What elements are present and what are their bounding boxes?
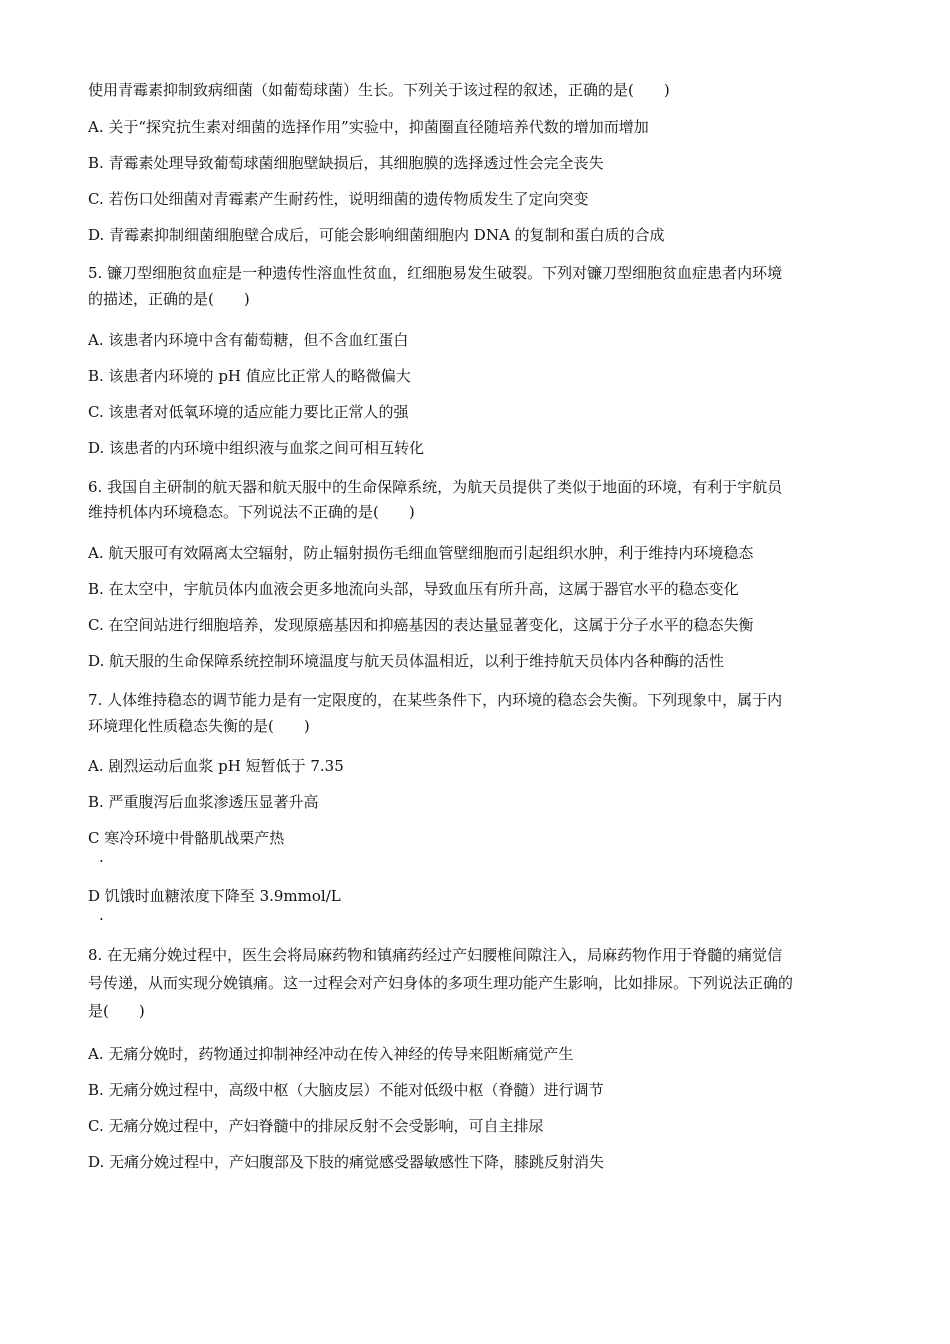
q7-stem-line2: 环境理化性质稳态失衡的是( ) — [88, 717, 310, 735]
q4-option-b: B. 青霉素处理导致葡萄球菌细胞壁缺损后，其细胞膜的选择透过性会完全丧失 — [88, 154, 604, 172]
q5-stem-line2: 的描述，正确的是( ) — [88, 290, 250, 308]
q8-stem-line2: 号传递，从而实现分娩镇痛。这一过程会对产妇身体的多项生理功能产生影响，比如排尿。下列说法正确的 — [88, 974, 794, 992]
q5-stem-line1: 5. 镰刀型细胞贫血症是一种遗传性溶血性贫血，红细胞易发生破裂。下列对镰刀型细胞贫血症患者内环境 — [88, 264, 783, 282]
q8-stem-line1: 8. 在无痛分娩过程中，医生会将局麻药物和镇痛药经过产妇腰椎间隙注入，局麻药物作用于脊髓的痛觉信 — [88, 946, 783, 964]
q6-stem-line2: 维持机体内环境稳态。下列说法不正确的是( ) — [88, 503, 415, 521]
q4-option-c: C. 若伤口处细菌对青霉素产生耐药性，说明细菌的遗传物质发生了定向突变 — [88, 190, 589, 208]
q5-option-d: D. 该患者的内环境中组织液与血浆之间可相互转化 — [88, 439, 425, 457]
q6-stem-line1: 6. 我国自主研制的航天器和航天服中的生命保障系统，为航天员提供了类似于地面的环境，有利于宇航员 — [88, 478, 783, 496]
q5-option-a: A. 该患者内环境中含有葡萄糖，但不含血红蛋白 — [88, 331, 409, 349]
q7-option-d-dot: . — [99, 906, 104, 924]
q6-option-b: B. 在太空中，宇航员体内血液会更多地流向头部，导致血压有所升高，这属于器官水平的稳态变化 — [88, 580, 739, 598]
q7-stem-line1: 7. 人体维持稳态的调节能力是有一定限度的，在某些条件下，内环境的稳态会失衡。下列现象中，属于内 — [88, 691, 783, 709]
q7-option-c-dot: . — [99, 848, 104, 866]
q6-option-c: C. 在空间站进行细胞培养，发现原癌基因和抑癌基因的表达量显著变化，这属于分子水平的稳态失衡 — [88, 616, 754, 634]
q8-option-a: A. 无痛分娩时，药物通过抑制神经冲动在传入神经的传导来阻断痛觉产生 — [88, 1045, 574, 1063]
q6-option-d: D. 航天服的生命保障系统控制环境温度与航天员体温相近，以利于维持航天员体内各种酶的活性 — [88, 652, 725, 670]
q4-option-a: A. 关于“探究抗生素对细菌的选择作用”实验中，抑菌圈直径随培养代数的增加而增加 — [88, 118, 649, 136]
q5-option-c: C. 该患者对低氧环境的适应能力要比正常人的强 — [88, 403, 409, 421]
q7-option-a: A. 剧烈运动后血浆 pH 短暂低于 7.35 — [88, 757, 344, 775]
q8-stem-line3: 是( ) — [88, 1002, 145, 1020]
q8-option-b: B. 无痛分娩过程中，高级中枢（大脑皮层）不能对低级中枢（脊髓）进行调节 — [88, 1081, 604, 1099]
q4-stem: 使用青霉素抑制致病细菌（如葡萄球菌）生长。下列关于该过程的叙述，正确的是( ) — [88, 81, 670, 99]
q4-option-d: D. 青霉素抑制细菌细胞壁合成后，可能会影响细菌细胞内 DNA 的复制和蛋白质的合成 — [88, 226, 665, 244]
q7-option-b: B. 严重腹泻后血浆渗透压显著升高 — [88, 793, 319, 811]
q7-option-c: C 寒冷环境中骨骼肌战栗产热 — [88, 829, 285, 847]
q8-option-d: D. 无痛分娩过程中，产妇腹部及下肢的痛觉感受器敏感性下降，膝跳反射消失 — [88, 1153, 605, 1171]
q6-option-a: A. 航天服可有效隔离太空辐射，防止辐射损伤毛细血管壁细胞而引起组织水肿，利于维持内环境稳态 — [88, 544, 754, 562]
q8-option-c: C. 无痛分娩过程中，产妇脊髓中的排尿反射不会受影响，可自主排尿 — [88, 1117, 544, 1135]
q5-option-b: B. 该患者内环境的 pH 值应比正常人的略微偏大 — [88, 367, 411, 385]
q7-option-d: D 饥饿时血糖浓度下降至 3.9mmol/L — [88, 887, 341, 905]
